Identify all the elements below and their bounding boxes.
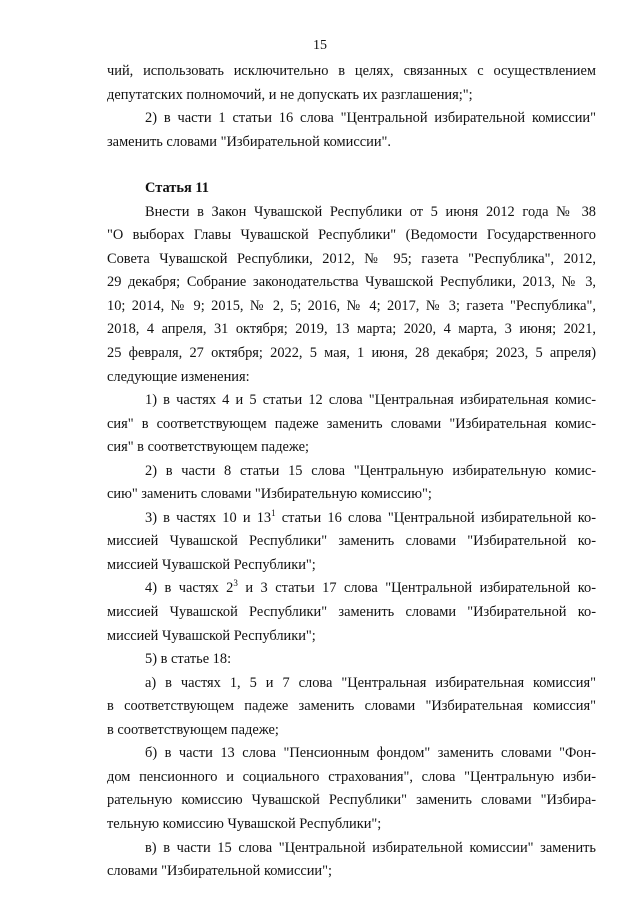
text-line: "О выборах Главы Чувашской Республики" (Ведомости Государственного (107, 227, 596, 244)
text-line: словами "Избирательной комиссии"; (107, 863, 333, 880)
text-line: в соответствующем падеже; (107, 721, 279, 738)
article-intro-paragraph (107, 201, 596, 389)
text-line: 5) в статье 18: (145, 651, 232, 668)
text-line: чий, использовать исключительно в целях, связанных с осуществлением (107, 63, 596, 79)
spacer (107, 154, 596, 177)
text-line: депутатских полномочий, и не допускать их разглашения;"; (107, 86, 473, 103)
text-line: 2) в части 1 статьи 16 слова "Центральной избирательной комиссии" (145, 110, 596, 127)
text-line: 1) в частях 4 и 5 статьи 12 слова "Центральная избирательная комис- (145, 392, 596, 409)
text-line: тельную комиссию Чувашской Республики"; (107, 815, 382, 832)
text-line: в соответствующем падеже заменить словами "Избирательная комиссия" (107, 698, 596, 715)
text-line: 2018, 4 апреля, 31 октября; 2019, 13 марта; 2020, 4 марта, 3 июня; 2021, (107, 321, 596, 338)
text-line: а) в частях 1, 5 и 7 слова "Центральная избирательная комиссия" (145, 674, 596, 691)
paragraph-item-5b (107, 742, 596, 836)
text-fragment: 3) в частях 10 и 13 (145, 509, 272, 526)
text-fragment: 4) в частях 2 (145, 580, 234, 597)
text-fragment: статьи 16 слова "Центральной избирательной ко- (275, 509, 596, 526)
text-line: миссией Чувашской Республики"; (107, 556, 316, 573)
text-line: сию" заменить словами "Избирательную комиссию"; (107, 486, 432, 503)
superscript: 3 (233, 578, 238, 589)
text-line: миссией Чувашской Республики"; (107, 627, 316, 644)
text-line: миссией Чувашской Республики" заменить словами "Избирательной ко- (107, 604, 596, 621)
text-line: следующие изменения: (107, 368, 250, 385)
paragraph-item-5v (107, 837, 596, 884)
text-line (107, 577, 596, 601)
paragraph-item-4 (107, 577, 596, 648)
paragraph-item-2 (107, 460, 596, 507)
text-line: 10; 2014, № 9; 2015, № 2, 5; 2016, № 4; 2017, № 3; газета "Республика", (107, 297, 596, 314)
text-line: заменить словами "Избирательной комиссии". (107, 133, 392, 150)
text-line: сия" в соответствующем падеже; (107, 439, 310, 456)
paragraph-item-3 (107, 507, 596, 578)
text-line: сия" в соответствующем падеже заменить словами "Избирательная комис- (107, 415, 596, 432)
paragraph-item-5 (107, 648, 596, 672)
paragraph-item-2-previous (107, 107, 596, 154)
paragraph-item-1 (107, 389, 596, 460)
text-line: рательную комиссию Чувашской Республики" заменить словами "Избира- (107, 792, 596, 809)
superscript: 1 (271, 508, 276, 519)
page-number: 15 (313, 38, 327, 53)
text-line (107, 507, 596, 531)
text-line: в) в части 15 слова "Центральной избирательной комиссии" заменить (145, 839, 596, 856)
document-body (107, 60, 596, 884)
paragraph-item-5a (107, 672, 596, 743)
text-line: Совета Чувашской Республики, 2012, № 95; газета "Республика", 2012, (107, 250, 596, 267)
text-line: 29 декабря; Собрание законодательства Чувашской Республики, 2013, № 3, (107, 274, 596, 291)
text-line: 25 февраля, 27 октября; 2022, 5 мая, 1 июня, 28 декабря; 2023, 5 апреля) (107, 345, 596, 362)
text-line: дом пенсионного и социального страхования", слова "Центральную изби- (107, 768, 596, 785)
text-line: миссией Чувашской Республики" заменить словами "Избирательной ко- (107, 533, 596, 550)
text-fragment: и 3 статьи 17 слова "Центральной избирательной ко- (237, 580, 596, 597)
text-line: 2) в части 8 статьи 15 слова "Центральную избирательную комис- (145, 462, 596, 479)
text-line: б) в части 13 слова "Пенсионным фондом" заменить словами "Фон- (145, 745, 596, 762)
article-title: Статья 11 (145, 180, 209, 197)
text-line: Внести в Закон Чувашской Республики от 5 июня 2012 года № 38 (145, 203, 596, 220)
continuation-paragraph (107, 60, 596, 107)
